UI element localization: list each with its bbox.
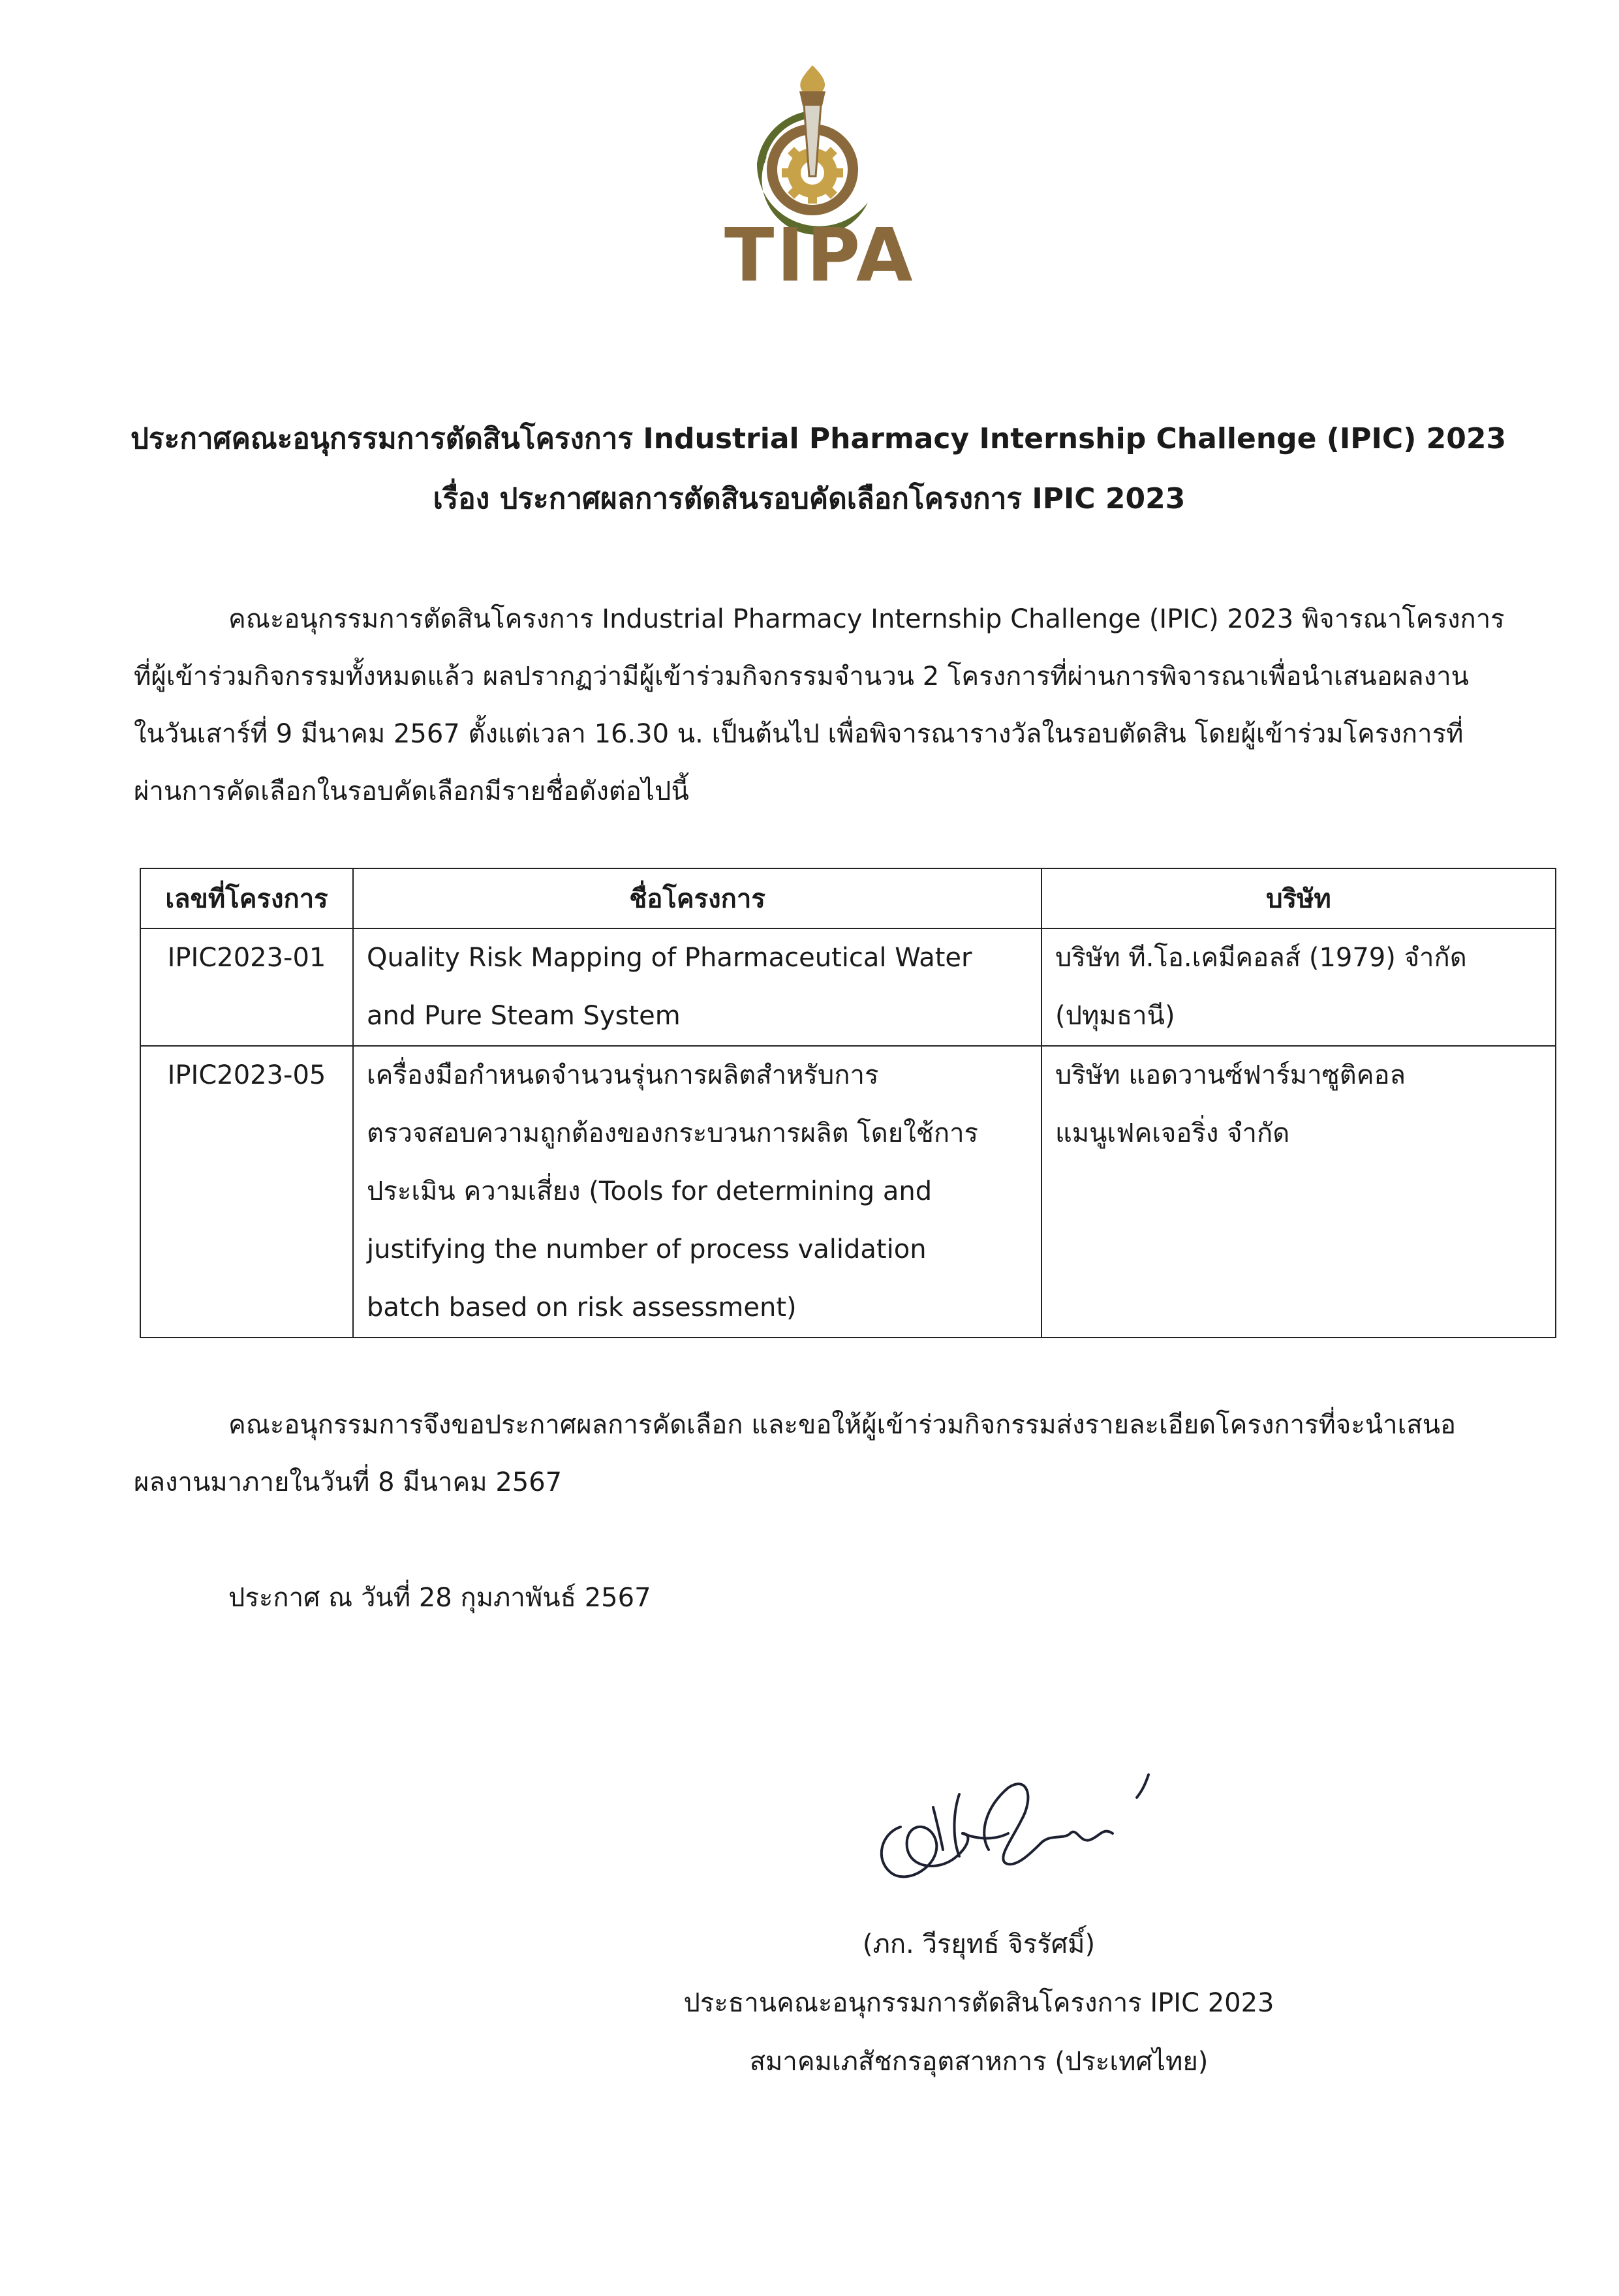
table-header-row (140, 868, 1556, 928)
project-name-line: ตรวจสอบความถูกต้องของกระบวนการผลิต โดยใช้การ (367, 1118, 979, 1148)
company-name-line: บริษัท ที.โอ.เคมีคอลส์ (1979) จำกัด (1055, 943, 1467, 973)
results-table (140, 868, 1556, 1338)
signatory-organization: สมาคมเภสัชกรอุตสาหการ (ประเทศไทย) (749, 2047, 1209, 2077)
project-name-line: batch based on risk assessment) (367, 1293, 797, 1323)
closing-line: คณะอนุกรรมการจึงขอประกาศผลการคัดเลือก และขอให้ผู้เข้าร่วมกิจกรรมส่งรายละเอียดโครงการที่จะนำเสนอ (228, 1410, 1457, 1440)
signatory-name: (ภก. วีรยุทธ์ จิรรัศมิ์) (862, 1929, 1096, 1959)
company-name (1041, 1046, 1556, 1338)
handwritten-signature (855, 1736, 1181, 1905)
company-name-line: แมนูเฟคเจอริ่ง จำกัด (1055, 1118, 1290, 1148)
project-name (353, 1046, 1041, 1338)
header-project-number: เลขที่โครงการ (140, 868, 353, 928)
company-name (1041, 928, 1556, 1046)
intro-paragraph (134, 590, 1505, 820)
project-name-line: ประเมิน ความเสี่ยง (Tools for determining and (367, 1176, 933, 1206)
project-name (353, 928, 1041, 1046)
project-name-line: Quality Risk Mapping of Pharmaceutical Water (367, 943, 972, 973)
company-name-line: บริษัท แอดวานซ์ฟาร์มาซูติคอล (1055, 1060, 1406, 1090)
header-project-name: ชื่อโครงการ (353, 868, 1041, 928)
intro-line: ที่ผู้เข้าร่วมกิจกรรมทั้งหมดแล้ว ผลปรากฏว่ามีผู้เข้าร่วมกิจกรรมจำนวน 2 โครงการที่ผ่านการพิจารณาเพื่อนำเสนอผลงาน (134, 662, 1470, 692)
company-name-line: (ปทุมธานี) (1055, 1001, 1175, 1031)
announcement-subject: เรื่อง ประกาศผลการตัดสินรอบคัดเลือกโครงการ IPIC 2023 (433, 482, 1186, 515)
announcement-title: ประกาศคณะอนุกรรมการตัดสินโครงการ Industrial Pharmacy Internship Challenge (IPIC) 2023 (131, 422, 1507, 455)
project-code: IPIC2023-05 (140, 1046, 353, 1338)
intro-line: คณะอนุกรรมการตัดสินโครงการ Industrial Pharmacy Internship Challenge (IPIC) 2023 พิจารณาโครงการ (228, 604, 1505, 634)
announcement-date-text: ประกาศ ณ วันที่ 28 กุมภาพันธ์ 2567 (228, 1583, 651, 1613)
intro-line: ในวันเสาร์ที่ 9 มีนาคม 2567 ตั้งแต่เวลา 16.30 น. เป็นต้นไป เพื่อพิจารณารางวัลในรอบตัดสิน โดยผู้เข้าร่วมโครงการที่ (134, 719, 1464, 749)
project-name-line: เครื่องมือกำหนดจำนวนรุ่นการผลิตสำหรับการ (367, 1060, 879, 1090)
closing-line: ผลงานมาภายในวันที่ 8 มีนาคม 2567 (134, 1467, 563, 1497)
project-code: IPIC2023-01 (140, 928, 353, 1046)
table-row (140, 1046, 1556, 1338)
closing-paragraph (134, 1396, 1468, 1511)
announcement-date (134, 1569, 1468, 1627)
intro-line: ผ่านการคัดเลือกในรอบคัดเลือกมีรายชื่อดังต่อไปนี้ (134, 776, 689, 806)
signatory-position: ประธานคณะอนุกรรมการตัดสินโครงการ IPIC 2023 (683, 1988, 1274, 2018)
tipa-logo-text: TIPA (724, 213, 916, 298)
table-row (140, 928, 1556, 1046)
project-name-line: justifying the number of process validation (367, 1234, 927, 1264)
header-company: บริษัท (1041, 868, 1556, 928)
project-name-line: and Pure Steam System (367, 1001, 681, 1031)
